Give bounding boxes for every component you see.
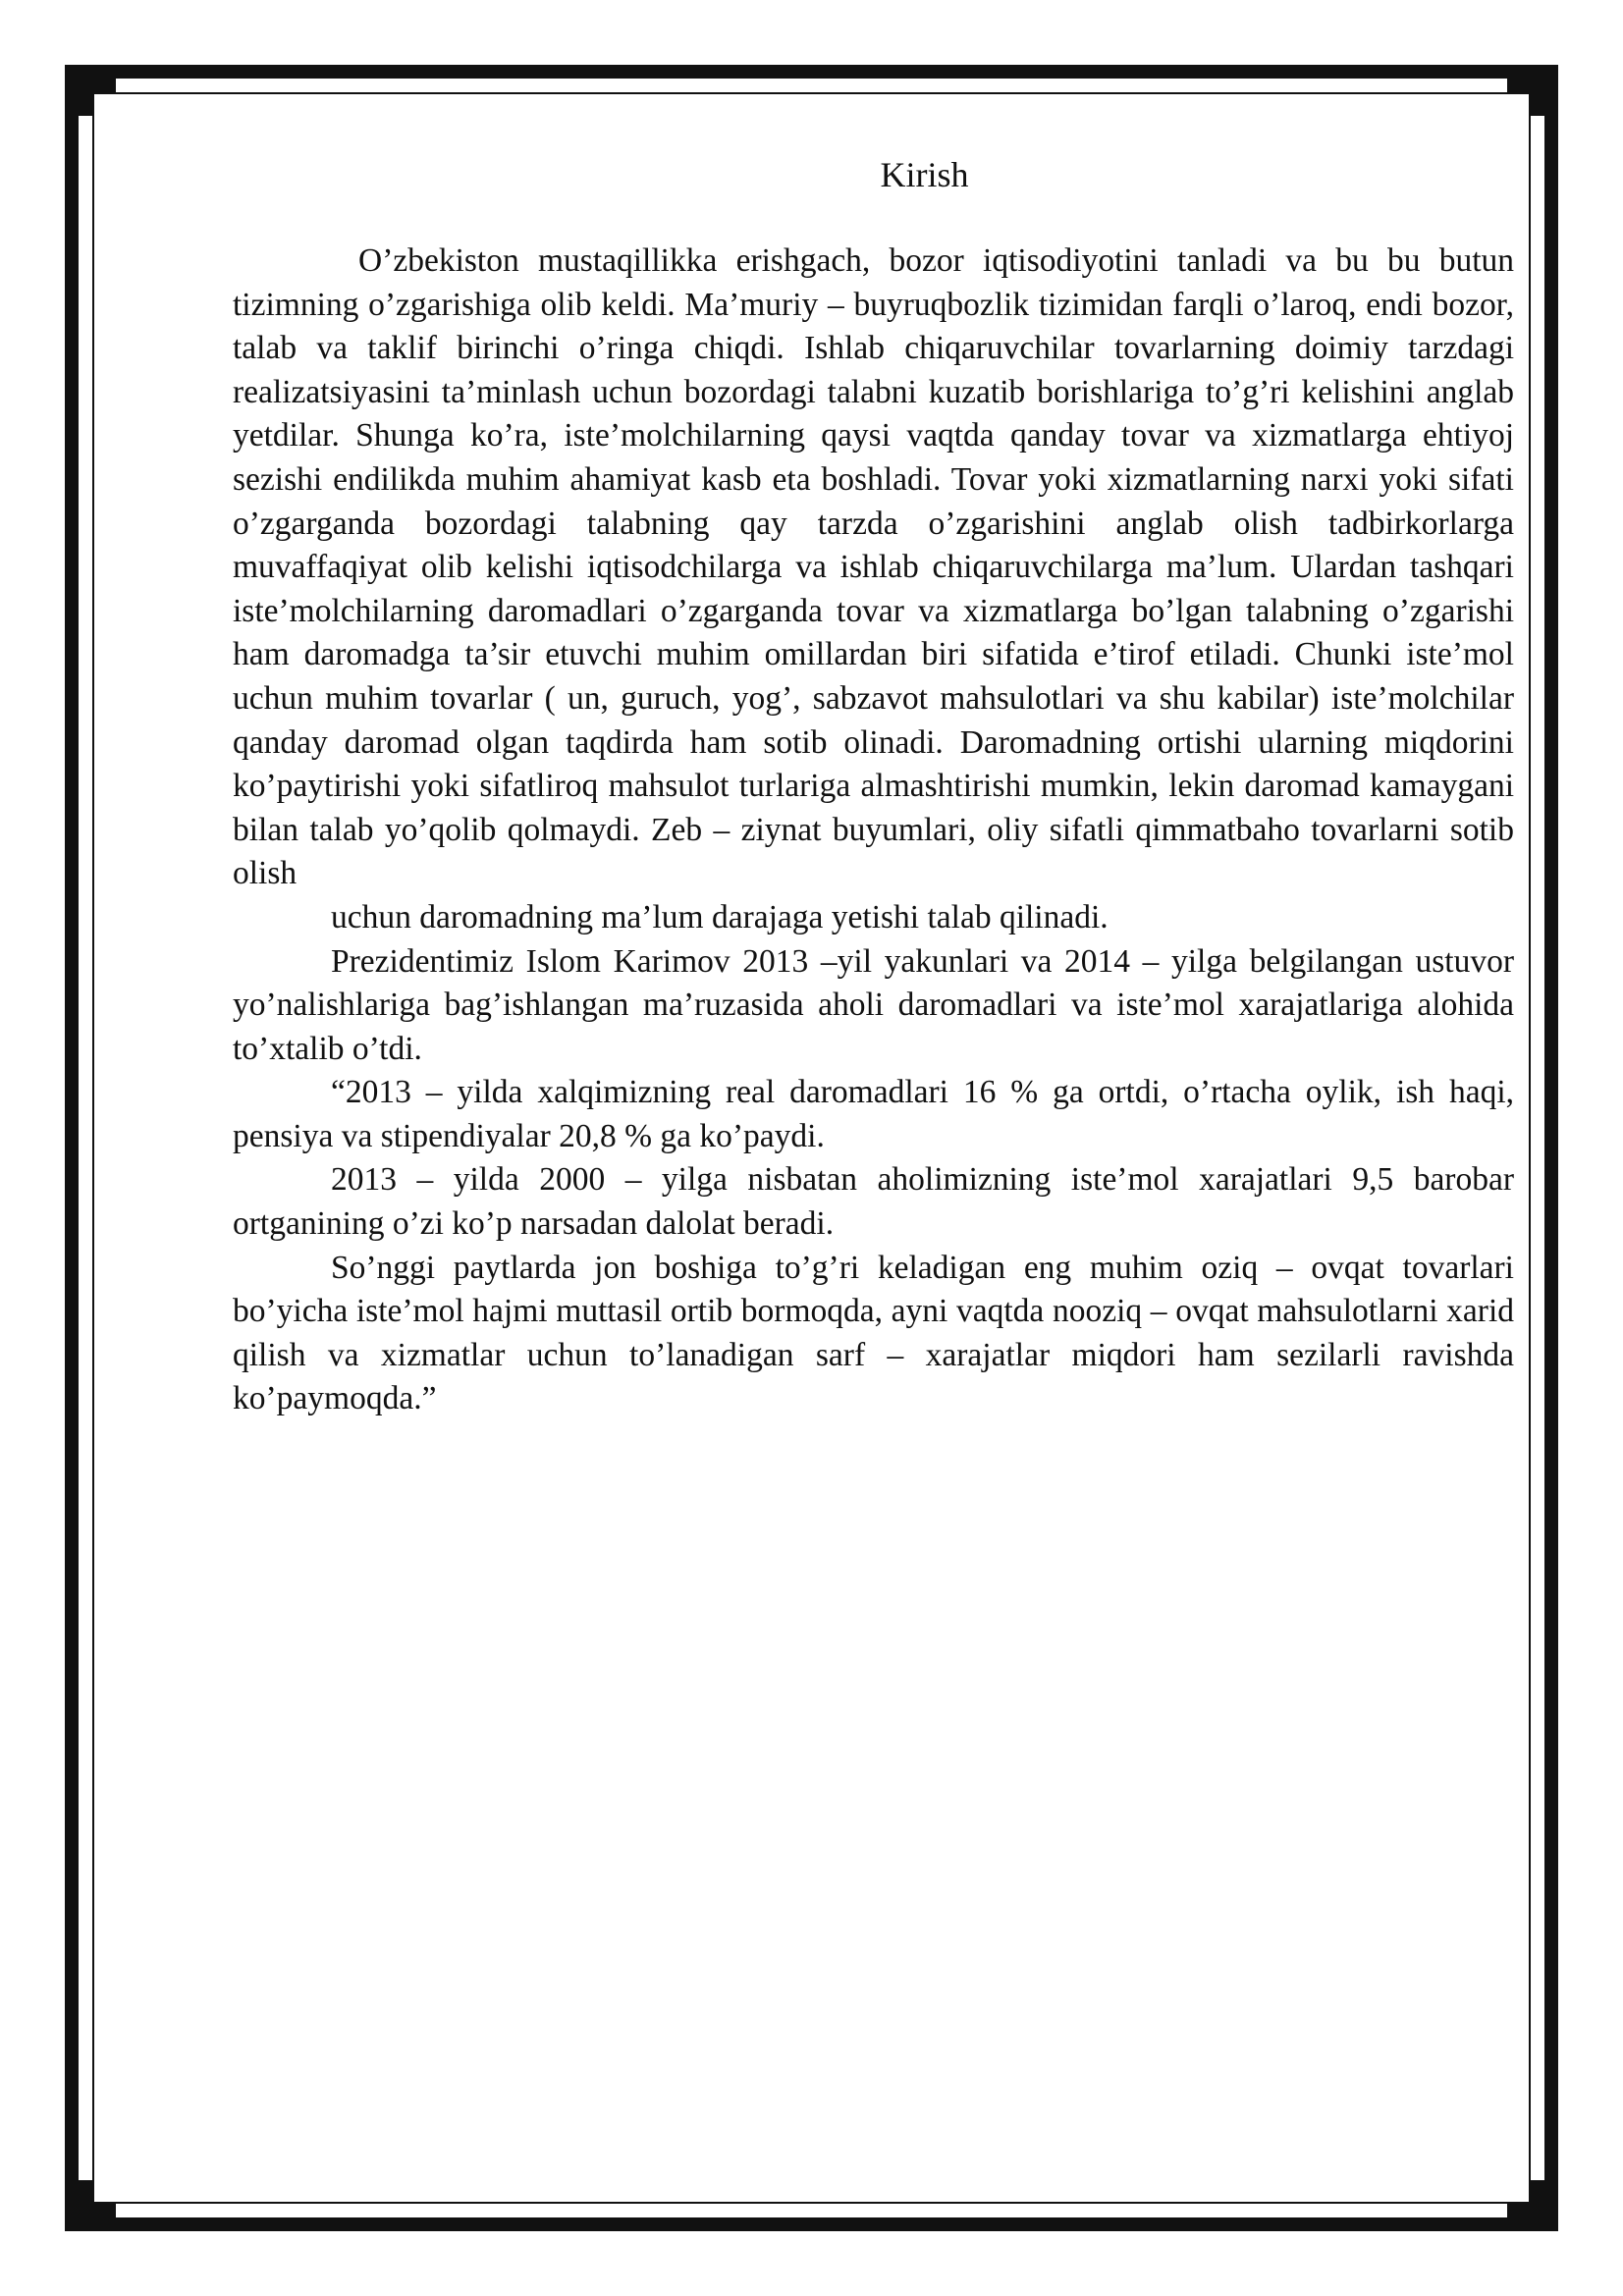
frame-corner-br-inner-v	[1531, 2180, 1544, 2217]
paragraph-introduction: O’zbekiston mustaqillikka erishgach, bozor iqtisodiyotini tanladi va bu bu butun tizimning o’zgarishiga olib keldi. Ma’muriy – buyruqbozlik tizimidan farqli o’laroq, endi bozor, talab va taklif birinchi o’ringa chiqdi. Ishlab chiqaruvchilar tovarlarning doimiy tarzdagi realizatsiyasini ta’minlash uchun bozordagi talabni kuzatib borishlariga to’g’ri kelishini anglab yetdilar. Shunga ko’ra, iste’molchilarning qaysi vaqtda qanday tovar va xizmatlarga ehtiyoj sezishi endilikda muhim ahamiyat kasb eta boshladi. Tovar yoki xizmatlarning narxi yoki sifati o’zgarganda bozordagi talabning qay tarzda o’zgarishini anglab olish tadbirkorlarga muvaffaqiyat olib kelishi iqtisodchilarga va ishlab chiqaruvchilarga ma’lum. Ulardan tashqari iste’molchilarning daromadlari o’zgarganda tovar va xizmatlarga bo’lgan talabning o’zgarishi ham daromadga ta’sir etuvchi muhim omillardan biri sifatida e’tirof etiladi. Chunki iste’mol uchun muhim tovarlar ( un, guruch, yog’, sabzavot mahsulotlari va shu kabilar) iste’molchilar qanday daromad olgan taqdirda ham sotib olinadi. Daromadning ortishi ularning miqdorini ko’paytirishi yoki sifatliroq mahsulot turlariga almashtirishi mumkin, lekin daromad kamaygani bilan talab yo’qolib qolmaydi. Zeb – ziynat buyumlari, oliy sifatli qimmatbaho tovarlarni sotib olish	[233, 242, 1514, 892]
paragraph-president: Prezidentimiz Islom Karimov 2013 –yil yakunlari va 2014 – yilga belgilangan ustuvor yo’nalishlariga bag’ishlangan ma’ruzasida aholi daromadlari va iste’mol xarajatlariga alohida to’xtalib o’tdi.	[233, 942, 1514, 1067]
document-body	[233, 240, 1514, 1421]
frame-right-bar	[1544, 116, 1558, 2181]
frame-corner-tl-v	[65, 65, 79, 130]
paragraph-quote-consumption: So’nggi paytlarda jon boshiga to’g’ri keladigan eng muhim oziq – ovqat tovarlari bo’yicha iste’mol hajmi muttasil ortib bormoqda, ayni vaqtda nooziq – ovqat mahsulotlarni xarid qilish va xizmatlar uchun to’lanadigan sarf – xarajatlar miqdori ham sezilarli ravishda ko’paymoqda.”	[233, 1249, 1514, 1417]
frame-corner-bl-inner-v	[79, 2180, 92, 2217]
paragraph-quote-expenses: 2013 – yilda 2000 – yilga nisbatan aholimizning iste’mol xarajatlari 9,5 barobar ortganining o’zi ko’p narsadan dalolat beradi.	[233, 1161, 1514, 1243]
frame-corner-tr-inner-v	[1531, 79, 1544, 116]
paragraph-continuation: uchun daromadning ma’lum darajaga yetishi talab qilinadi.	[331, 898, 1109, 935]
frame-left-bar	[65, 116, 79, 2181]
frame-bottom-bar	[116, 2217, 1510, 2231]
page-title: Kirish	[880, 155, 969, 194]
frame-top-bar	[116, 65, 1510, 79]
frame-corner-tr-v	[1544, 65, 1558, 130]
frame-corner-br-v	[1544, 2166, 1558, 2231]
paragraph-quote-income: “2013 – yilda xalqimizning real daromadlari 16 % ga ortdi, o’rtacha oylik, ish haqi, pensiya va stipendiyalar 20,8 % ga ko’paydi.	[233, 1074, 1514, 1154]
frame-corner-bl-v	[65, 2166, 79, 2231]
frame-corner-tl-inner-v	[79, 79, 92, 116]
